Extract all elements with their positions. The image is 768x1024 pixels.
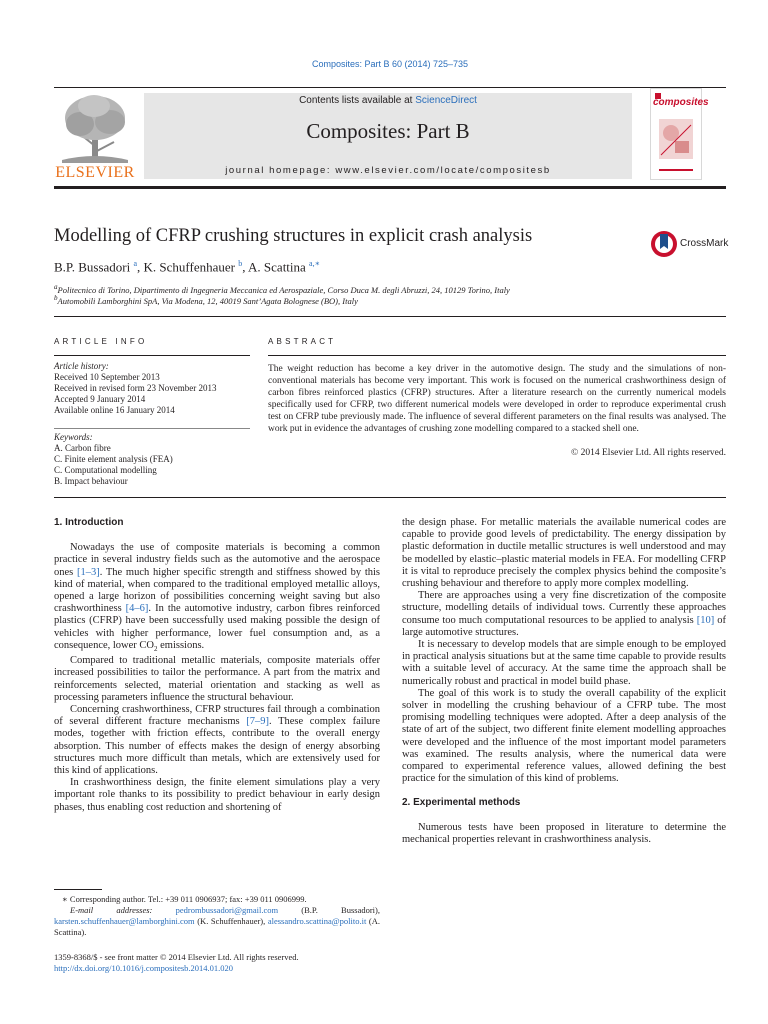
contents-prefix: Contents lists available at (299, 95, 416, 106)
affiliation (54, 294, 358, 306)
author-list (54, 259, 320, 275)
article-info-rule (54, 355, 250, 356)
abstract-copyright: © 2014 Elsevier Ltd. All rights reserved. (571, 448, 726, 458)
citation-link[interactable]: [1–3] (76, 566, 100, 578)
email-addresses: E-mail addresses: pedrombussadori@gmail.com (B.P. Bussadori), karsten.schuffenhauer@lamborghini.com (K. Schuffenhauer), alessandro.scattina@polito.it (A. Scattina). (54, 905, 380, 937)
front-matter (54, 952, 384, 974)
cover-artwork-icon (659, 119, 693, 159)
citation-link[interactable]: [10] (696, 614, 715, 626)
history-item: Available online 16 January 2014 (54, 405, 175, 415)
publisher-wordmark: ELSEVIER (55, 164, 135, 181)
email-link[interactable]: alessandro.scattina@polito.it (267, 916, 367, 926)
author-name: K. Schuffenhauer (143, 259, 235, 275)
paragraph: Concerning crashworthiness, CFRP structures fail through a combination of several different fracture mechanisms [7–9]. These complex failure modes, together with friction effects, contribute to the overall energy absorption. This number of effects makes the design of energy absorbing structures much more difficult than metals, which are extensively used for this kind of applications. (54, 703, 380, 776)
section-heading-experimental-methods: 2. Experimental methods (402, 797, 521, 809)
footnote-rule (54, 889, 102, 890)
author-affiliation-mark[interactable]: a,∗ (309, 259, 321, 268)
email-link[interactable]: karsten.schuffenhauer@lamborghini.com (54, 916, 195, 926)
sciencedirect-link[interactable]: ScienceDirect (415, 95, 477, 106)
history-item: Received 10 September 2013 (54, 372, 160, 382)
cover-stripe (659, 169, 693, 171)
journal-title: Composites: Part B (306, 119, 470, 143)
section-heading-introduction: 1. Introduction (54, 517, 124, 528)
article-info-heading: ARTICLE INFO (54, 337, 148, 346)
header-rule-bottom (54, 186, 726, 189)
keyword-item: A. Carbon fibre (54, 443, 111, 453)
author-separator: , (242, 259, 249, 275)
citation-link[interactable]: [4–6] (125, 603, 149, 615)
paragraph: There are approaches using a very fine discretization of the composite structure, modelling details of individual tows. Currently these approaches consume too much computational resources to be applied to analysis [10] of large automotive structures. (402, 590, 726, 638)
body-column-left (54, 517, 380, 814)
journal-homepage[interactable]: journal homepage: www.elsevier.com/locate/compositesb (225, 165, 551, 176)
crossmark-badge[interactable] (651, 229, 731, 261)
doi-link[interactable]: http://dx.doi.org/10.1016/j.compositesb.2014.01.020 (54, 963, 234, 973)
article-history (54, 361, 250, 416)
footnote (54, 894, 380, 938)
keyword-item: B. Impact behaviour (54, 476, 128, 486)
body-column-right (402, 517, 726, 846)
author-affiliation-mark[interactable]: a (133, 259, 138, 268)
crossmark-label: CrossMark (680, 238, 729, 249)
keywords-label: Keywords: (54, 432, 93, 442)
author-name: A. Scattina (248, 259, 306, 275)
email-link[interactable]: pedrombussadori@gmail.com (175, 905, 279, 915)
contents-line (144, 95, 632, 106)
crossmark-icon (651, 229, 677, 259)
citation-link[interactable]: [7–9] (246, 716, 269, 728)
affiliation-text: Automobili Lamborghini SpA, Via Modena, 12, 40019 Sant’Agata Bolognese (BO), Italy (57, 295, 358, 306)
history-item: Accepted 9 January 2014 (54, 394, 146, 404)
author-name: B.P. Bussadori (54, 259, 131, 275)
paragraph: Nowadays the use of composite materials is becoming a common practice in several industry fields such as the automotive and the aerospace ones [1–3]. The much higher specific strength and stiffness showed by this kind of material, when compared to the traditional employed metallic alloys, opened a large horizon of possibilities concerning weight saving but also crashworthiness [4–6]. In the automotive industry, carbon fibres reinforced plastics (CFRP) have been successfully used making possible the design of vehicles with higher performance, lower fuel consumption and, as a consequence, lower $CO_2$ emissions. (54, 542, 380, 653)
keywords (54, 432, 250, 487)
abstract-text: The weight reduction has become a key driver in the automotive design. The study and the simulations of non-conventional materials has become very important. This work is focused on the numerical crashworthiness design of carbon fibres reinforced plastics (CFRP) structures. After a literature research on the currently numerical models specifically used for CFRP, two different numerical models were developed in order to reproduce experimental crush test on CFRP tube previously made. The influence of several different parameters on the final results was analysed. The work put in evidence the advantages of crushing zone modelling compared to a stacked shell one. (268, 364, 726, 434)
abstract-heading: ABSTRACT (268, 337, 337, 346)
keyword-item: C. Computational modelling (54, 465, 157, 475)
elsevier-logo (54, 90, 136, 181)
keyword-item: C. Finite element analysis (FEA) (54, 454, 173, 464)
paragraph: Numerous tests have been proposed in literature to determine the mechanical properties relevant in crashworthiness analysis. (402, 821, 726, 845)
cover-title: composites (653, 97, 709, 108)
affiliation-text: Politecnico di Torino, Dipartimento di Ingegneria Meccanica ed Aerospaziale, Corso Duca M. degli Abruzzi, 24, 10129 Torino, Italy (57, 284, 510, 295)
paragraph: the design phase. For metallic materials the available numerical codes are capable to provide good levels of predictability. The energy dissipation by plastic deformation in ductile metallic structures is well understood and may be modelled by elastic–plastic material models in FEA. For modelling CFRP it is vital to reproduce precisely the complex physics behind the composite’s crushing behaviour and therefore to apply more complex modelling. (402, 517, 726, 590)
cover-image (659, 119, 693, 159)
paragraph: In crashworthiness design, the finite element simulations play a very important role thanks to its possibility to predict behaviour in early design phases, thus enabling cost reduction and shortening of (54, 777, 380, 813)
paragraph: It is necessary to develop models that are simple enough to be employed in practical analysis situations but at the same time capable to provide results with a suitable level of accuracy. At the same time the approach shall be numerically robust and practical in model build phase. (402, 639, 726, 687)
article-info-divider (54, 428, 250, 429)
affiliation-mark: b (54, 294, 58, 302)
paragraph: Compared to traditional metallic materials, composite materials offer increased possibilities to tailor the performance. A part from the matrix and reinforcements selected, material orientation and stacking as well as processing parameters influence the structural behaviour. (54, 655, 380, 703)
author-separator: , (137, 259, 144, 275)
paper-title: Modelling of CFRP crushing structures in explicit crash analysis (54, 226, 533, 246)
journal-citation[interactable]: Composites: Part B 60 (2014) 725–735 (311, 59, 469, 69)
abstract-bottom-rule (54, 497, 726, 498)
history-label: Article history: (54, 361, 109, 371)
corresponding-author-note: ∗ Corresponding author. Tel.: +39 011 0906937; fax: +39 011 0906999. (62, 894, 307, 904)
journal-cover (650, 88, 709, 180)
affiliation-mark: a (54, 283, 58, 291)
issn-line: 1359-8368/$ - see front matter © 2014 Elsevier Ltd. All rights reserved. (54, 952, 299, 962)
paragraph: The goal of this work is to study the overall capability of the explicit solver in modelling the crushing behaviour of a CFRP tube. The most promising modelling techniques were adopted. After a deep analysis of the state of art of the subject, two different finite element modelling approaches were developed and the influence of the most important model parameters was examined. The results analysis, where the numerical data were compared to experimental reference values, allowed defining the best practice for the simulation of this kind of problems. (402, 687, 726, 785)
history-item: Received in revised form 23 November 2013 (54, 383, 217, 393)
author-affiliation-mark[interactable]: b (238, 259, 243, 268)
header-rule-top (54, 87, 726, 88)
abstract-rule (268, 355, 726, 356)
affiliation-rule (54, 316, 726, 317)
